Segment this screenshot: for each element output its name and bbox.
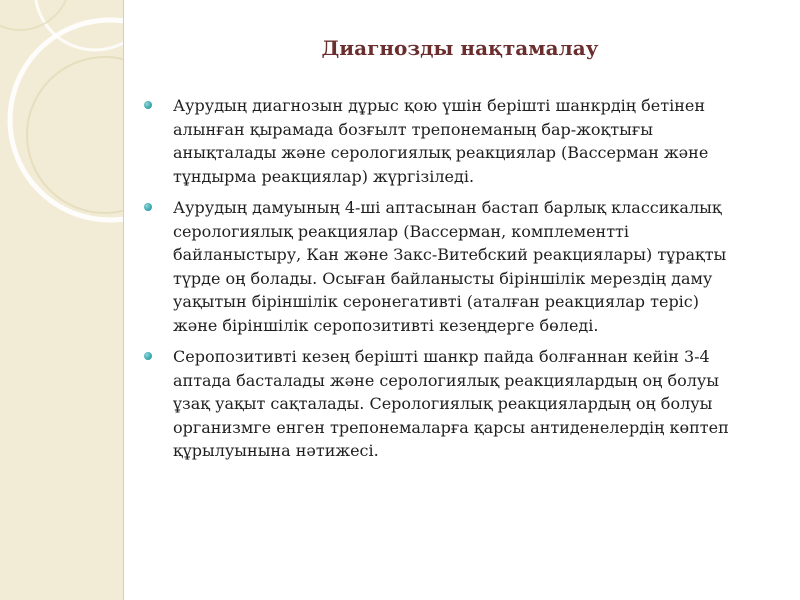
bullet-dot-icon bbox=[144, 101, 152, 109]
decorative-side-panel bbox=[0, 0, 124, 600]
bullet-list bbox=[140, 94, 740, 471]
bullet-dot-icon bbox=[144, 352, 152, 360]
list-item bbox=[140, 345, 740, 463]
decorative-circles-graphic bbox=[0, 0, 123, 600]
slide-title: Диагнозды нақтамалау bbox=[321, 36, 599, 60]
list-item-text: Аурудың дамуының 4-ші аптасынан бастап барлық классикалық серологиялық реакциялар (Вассерман, комплементті байланыстыру, Кан және Закс-Витебский реакциялары) тұрақты түрде оң болады. Осыған байланысты біріншілік мерездің даму уақытын біріншілік серонегативті (аталған реакциялар теріс) және біріншілік серопозитивті кезеңдерге бөледі. bbox=[173, 198, 727, 335]
bullet-dot-icon bbox=[144, 203, 152, 211]
list-item bbox=[140, 94, 740, 188]
list-item bbox=[140, 196, 740, 337]
list-item-text: Аурудың диагнозын дұрыс қою үшін берішті шанкрдің бетінен алынған қырамада бозғылт трепонеманың бар-жоқтығы анықталады және серологиялық реакциялар (Вассерман және тұндырма реакциялар) жүргізіледі. bbox=[173, 96, 709, 186]
list-item-text: Серопозитивті кезең берішті шанкр пайда болғаннан кейін 3-4 аптада басталады және серологиялық реакциялардың оң болуы ұзақ уақыт сақталады. Серологиялық реакциялардың оң болуы организмге енген трепонемаларға қарсы антиденелердің көптеп құрылуынына нәтижесі. bbox=[173, 347, 729, 460]
